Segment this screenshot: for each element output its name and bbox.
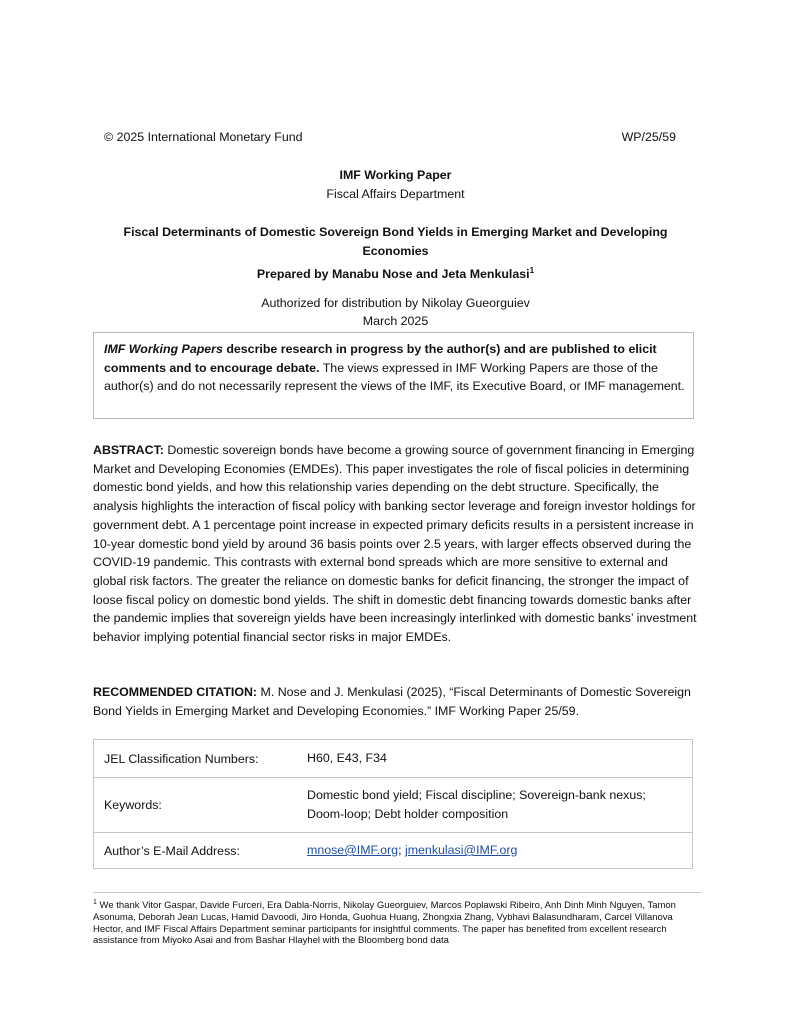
disclaimer-bold: describe research in progress by the author(s) and are published to elicit comments and to encourage debate. — [104, 342, 657, 375]
footnote — [93, 897, 703, 947]
email-link-menkulasi[interactable]: jmenkulasi@IMF.org — [404, 843, 518, 857]
authorization-line: Authorized for distribution by Nikolay Gueorguiev — [261, 296, 530, 310]
footnote-ref[interactable]: 1 — [529, 266, 535, 275]
table-row — [94, 778, 693, 833]
series-title: IMF Working Paper — [339, 168, 452, 182]
citation-text: M. Nose and J. Menkulasi (2025), “Fiscal Determinants of Domestic Sovereign Bond Yields in Emerging Market and Developing Economies.” IMF Working Paper 25/59. — [93, 685, 691, 718]
email-label: Author’s E-Mail Address: — [94, 833, 300, 869]
table-row — [94, 740, 693, 778]
footnote-marker: 1 — [93, 899, 97, 906]
disclaimer-box — [93, 332, 694, 419]
page-header — [104, 130, 676, 146]
abstract-label: ABSTRACT: — [93, 443, 164, 457]
disclaimer-plain: The views expressed in IMF Working Papers are those of the author(s) and do not necessarily represent the views of the IMF, its Executive Board, or IMF management. — [104, 360, 685, 394]
footnote-divider — [93, 892, 701, 893]
recommended-citation — [93, 683, 693, 720]
keywords-label: Keywords: — [94, 778, 300, 833]
working-paper-number: WP/25/59 — [621, 130, 676, 144]
jel-value: H60, E43, F34 — [299, 740, 693, 778]
paper-title-line1: Fiscal Determinants of Domestic Sovereign Bond Yields in Emerging Market and Developing — [123, 225, 668, 239]
footnote-text: We thank Vitor Gaspar, Davide Furceri, Era Dabla-Norris, Nikolay Gueorguiev, Marcos Poplawski Ribeiro, Anh Dinh Minh Nguyen, Tamon Asonuma, Deborah Jean Lucas, Hamid Davoodi, Jiro Honda, Guohua Huang, Zhongxia Zhang, Vybhavi Balasundharam, Carcel Villanova Hector, and IMF Fiscal Affairs Department seminar participants for insightful comments. The paper has benefited from excellent research assistance from Miyoko Asai and from Bashar Hlayhel with the Bloomberg bond data — [93, 900, 676, 947]
paper-title — [93, 223, 698, 284]
jel-label: JEL Classification Numbers: — [94, 740, 300, 778]
abstract-text: Domestic sovereign bonds have become a growing source of government financing in Emerging Market and Developing Economies (EMDEs). This paper investigates the role of fiscal policies in determining domestic bond yields, and how this relationship varies depending on the debt structure. Specifically, the analysis highlights the interaction of fiscal policy with banking sector leverage and foreign investor holdings for government debt. A 1 percentage point increase in expected primary deficits results in a persistent increase in 10-year domestic bond yield by around 36 basis points over 2.5 years, with larger effects observed during the COVID-19 pandemic. This contrasts with external bond spreads which are more sensitive to external and global risk factors. The greater the reliance on domestic banks for deficit financing, the stronger the impact of loose fiscal policy on domestic bond yields. The shift in domestic debt financing towards domestic banks after the pandemic implies that sovereign yields have been increasingly interlinked with domestic banks’ investment behavior implying potential financial sector risks in major EMDEs. — [93, 443, 697, 645]
email-separator: ; — [398, 843, 405, 857]
classification-table — [93, 739, 693, 869]
email-value — [299, 833, 693, 869]
keywords-line2: Doom-loop; Debt holder composition — [307, 807, 509, 821]
publication-date: March 2025 — [362, 314, 429, 328]
authors — [257, 267, 534, 281]
copyright-notice: © 2025 International Monetary Fund — [104, 130, 303, 144]
disclaimer-lead: IMF Working Papers — [104, 342, 223, 356]
table-row — [94, 833, 693, 869]
authors-text: Prepared by Manabu Nose and Jeta Menkulasi — [256, 267, 530, 282]
department-name: Fiscal Affairs Department — [326, 187, 465, 201]
email-link-nose[interactable]: mnose@IMF.org — [307, 843, 399, 857]
keywords-line1: Domestic bond yield; Fiscal discipline; Sovereign-bank nexus; — [307, 788, 646, 802]
disclaimer-text — [104, 340, 685, 396]
paper-title-line2: Economies — [362, 244, 429, 258]
keywords-value — [299, 778, 693, 833]
abstract — [93, 441, 703, 647]
citation-label: RECOMMENDED CITATION: — [93, 685, 258, 699]
